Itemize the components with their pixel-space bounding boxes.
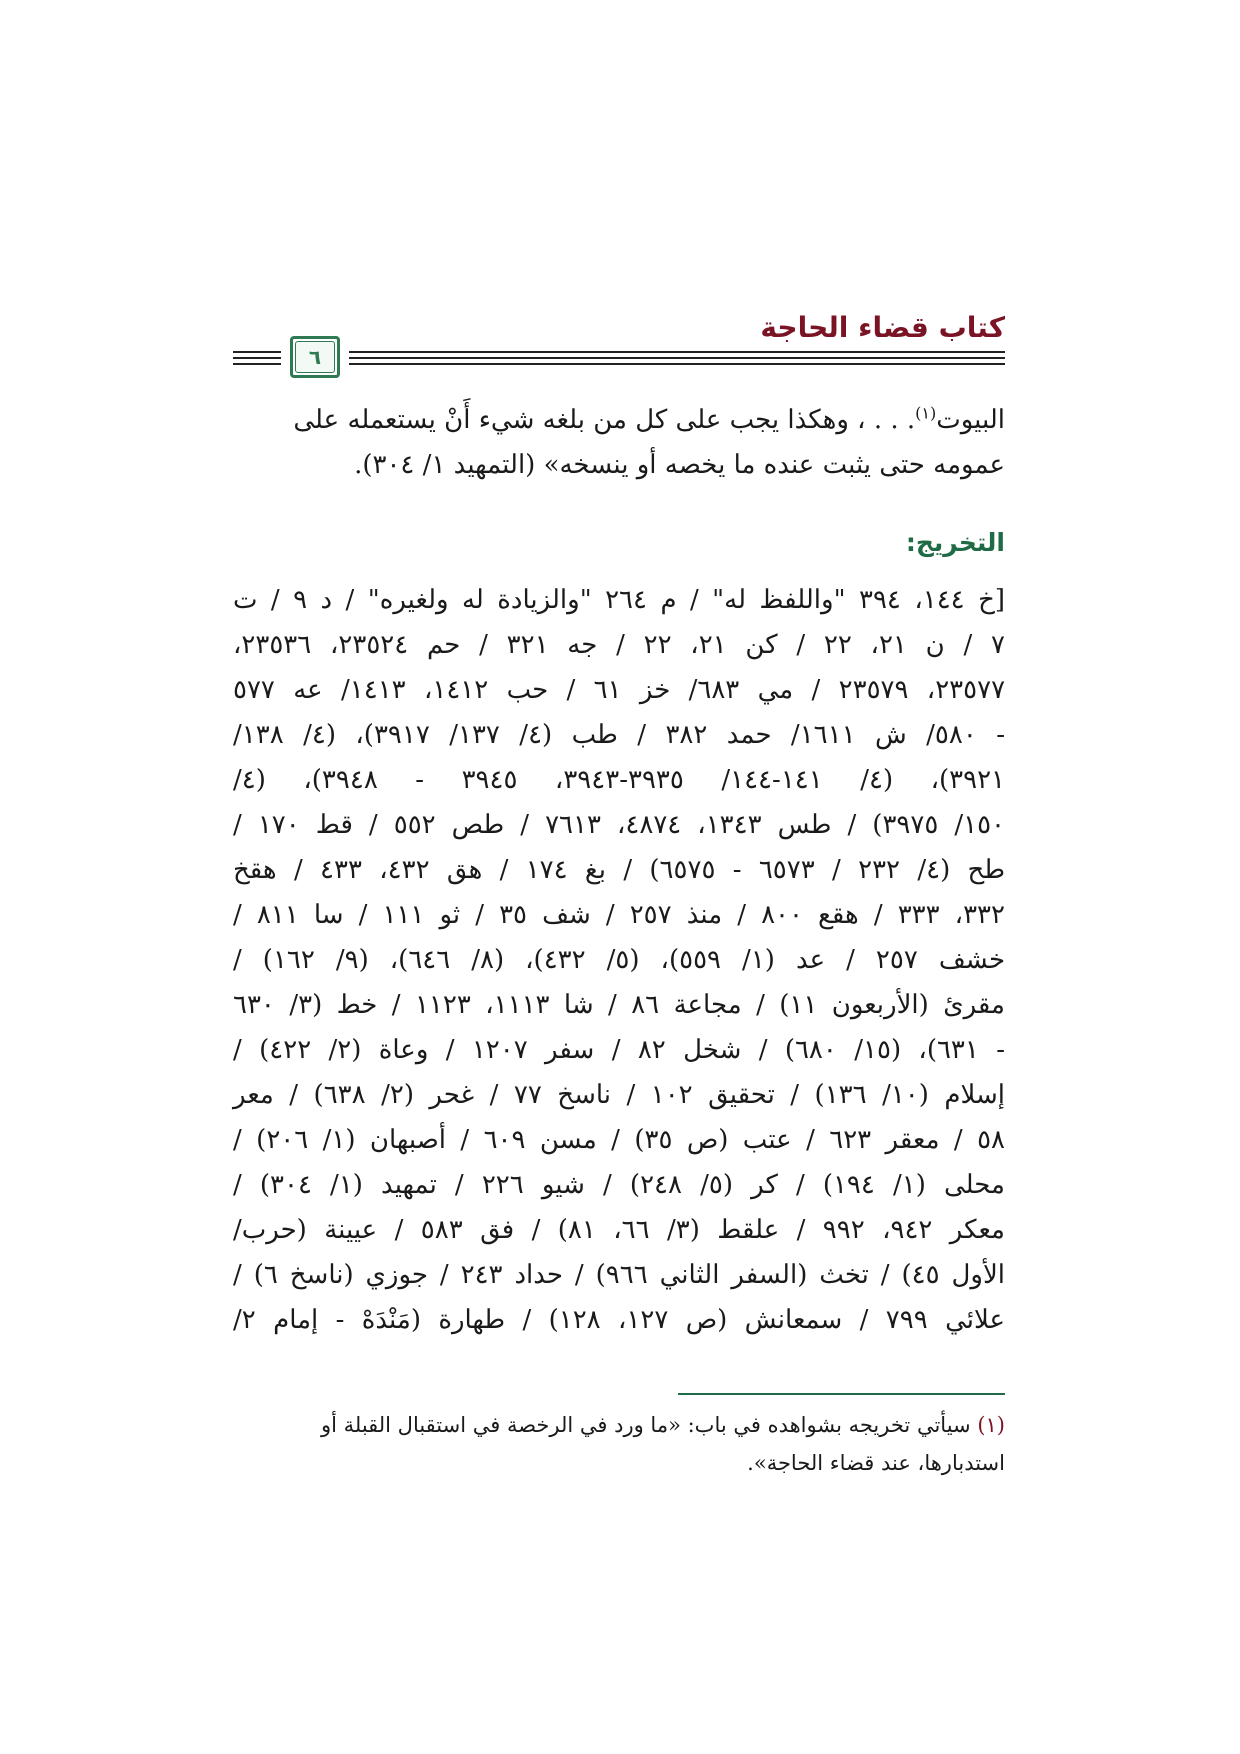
takhrij-line: خشف ٢٥٧ / عد (١/ ٥٥٩)، (٥/ ٤٣٢)، (٨/ ٦٤٦)، (٩/ ١٦٢) / xyxy=(233,945,1006,975)
footnote-separator xyxy=(678,1393,1005,1395)
intro-line-2: عمومه حتى يثبت عنده ما يخصه أو ينسخه» (التمهيد ١/ ٣٠٤). xyxy=(354,450,1005,480)
footnote-line-2: استدبارها، عند قضاء الحاجة». xyxy=(747,1451,1005,1475)
takhrij-line: محلى (١/ ١٩٤) / كر (٥/ ٢٤٨) / شيو ٢٢٦ / تمهيد (١/ ٣٠٤) / xyxy=(233,1170,1005,1200)
page-header xyxy=(233,311,1005,389)
takhrij-line: الأول ٤٥) / تخث (السفر الثاني ٩٦٦) / حداد ٢٤٣ / جوزي (ناسخ ٦) / xyxy=(233,1260,1005,1290)
takhrij-line: [خ ١٤٤، ٣٩٤ "واللفظ له" / م ٢٦٤ "والزيادة له ولغيره" / د ٩ / ت xyxy=(233,585,1006,615)
takhrij-line: إسلام (١٠/ ١٣٦) / تحقيق ١٠٢ / ناسخ ٧٧ / غحر (٢/ ٦٣٨) / معر xyxy=(233,1080,1006,1110)
takhrij-line: ٣٩٢١)، (٤/ ١٤١-١٤٤/ ٣٩٣٥-٣٩٤٣، ٣٩٤٥ - ٣٩٤٨)، (٤/ xyxy=(233,765,1005,795)
takhrij-line: ٢٣٥٧٧، ٢٣٥٧٩ / مي ٦٨٣/ خز ٦١ / حب ١٤١٢، ١٤١٣/ عه ٥٧٧ xyxy=(233,675,1006,705)
footnote-text: سيأتي تخريجه بشواهده في باب: «ما ورد في الرخصة في استقبال القبلة أو xyxy=(320,1413,971,1437)
footnote-line-1 xyxy=(233,1406,1005,1444)
footnote-reference[interactable]: (١) xyxy=(915,403,937,423)
page-number-badge xyxy=(290,336,340,378)
takhrij-line: - ٥٨٠/ ش ١٦١١/ حمد ٣٨٢ / طب (٤/ ١٣٧/ ٣٩١٧)، (٤/ ١٣٨/ xyxy=(233,720,1006,750)
intro-line-1 xyxy=(233,398,1005,443)
intro-paragraph xyxy=(233,398,1005,488)
takhrij-line: علائي ٧٩٩ / سمعانش (ص ١٢٧، ١٢٨) / طهارة (مَنْدَهْ - إمام ٢/ xyxy=(233,1305,1006,1335)
footnote xyxy=(233,1406,1005,1482)
takhrij-line: - ٦٣١)، (١٥/ ٦٨٠) / شخل ٨٢ / سفر ١٢٠٧ / وعاة (٢/ ٤٢٢) / xyxy=(233,1035,1006,1065)
takhrij-line: معكر ٩٤٢، ٩٩٢ / علقط (٣/ ٦٦، ٨١) / فق ٥٨٣ / عيينة (حرب/ xyxy=(233,1215,1005,1245)
intro-text: . . . ، وهكذا يجب على كل من بلغه شيء أَنْ يستعمله على xyxy=(293,405,916,435)
book-title: كتاب قضاء الحاجة xyxy=(760,311,1005,344)
page-number: ٦ xyxy=(295,341,335,373)
takhrij-line: ١٥٠/ ٣٩٧٥) / طس ١٣٤٣، ٤٨٧٤، ٧٦١٣ / طص ٥٥٢ / قط ١٧٠ / xyxy=(233,810,1006,840)
takhrij-line: طح (٤/ ٢٣٢ / ٦٥٧٣ - ٦٥٧٥) / بغ ١٧٤ / هق ٤٣٢، ٤٣٣ / هقخ xyxy=(233,855,1006,885)
takhrij-line: مقرئ (الأربعون ١١) / مجاعة ٨٦ / شا ١١١٣، ١١٢٣ / خط (٣/ ٦٣٠ xyxy=(233,990,1005,1020)
takhrij-line: ٧ / ن ٢١، ٢٢ / كن ٢١، ٢٢ / جه ٣٢١ / حم ٢٣٥٢٤، ٢٣٥٣٦، xyxy=(233,630,1005,660)
footnote-number: (١) xyxy=(977,1413,1005,1437)
intro-text: البيوت xyxy=(936,405,1005,435)
takhrij-line: ٣٣٢، ٣٣٣ / هقع ٨٠٠ / منذ ٢٥٧ / شف ٣٥ / ثو ١١١ / سا ٨١١ / xyxy=(233,900,1005,930)
takhrij-paragraph xyxy=(233,578,1005,1343)
section-heading: التخريج: xyxy=(905,528,1005,557)
takhrij-line: ٥٨ / معقر ٦٢٣ / عتب (ص ٣٥) / مسن ٦٠٩ / أصبهان (١/ ٢٠٦) / xyxy=(233,1125,1005,1155)
